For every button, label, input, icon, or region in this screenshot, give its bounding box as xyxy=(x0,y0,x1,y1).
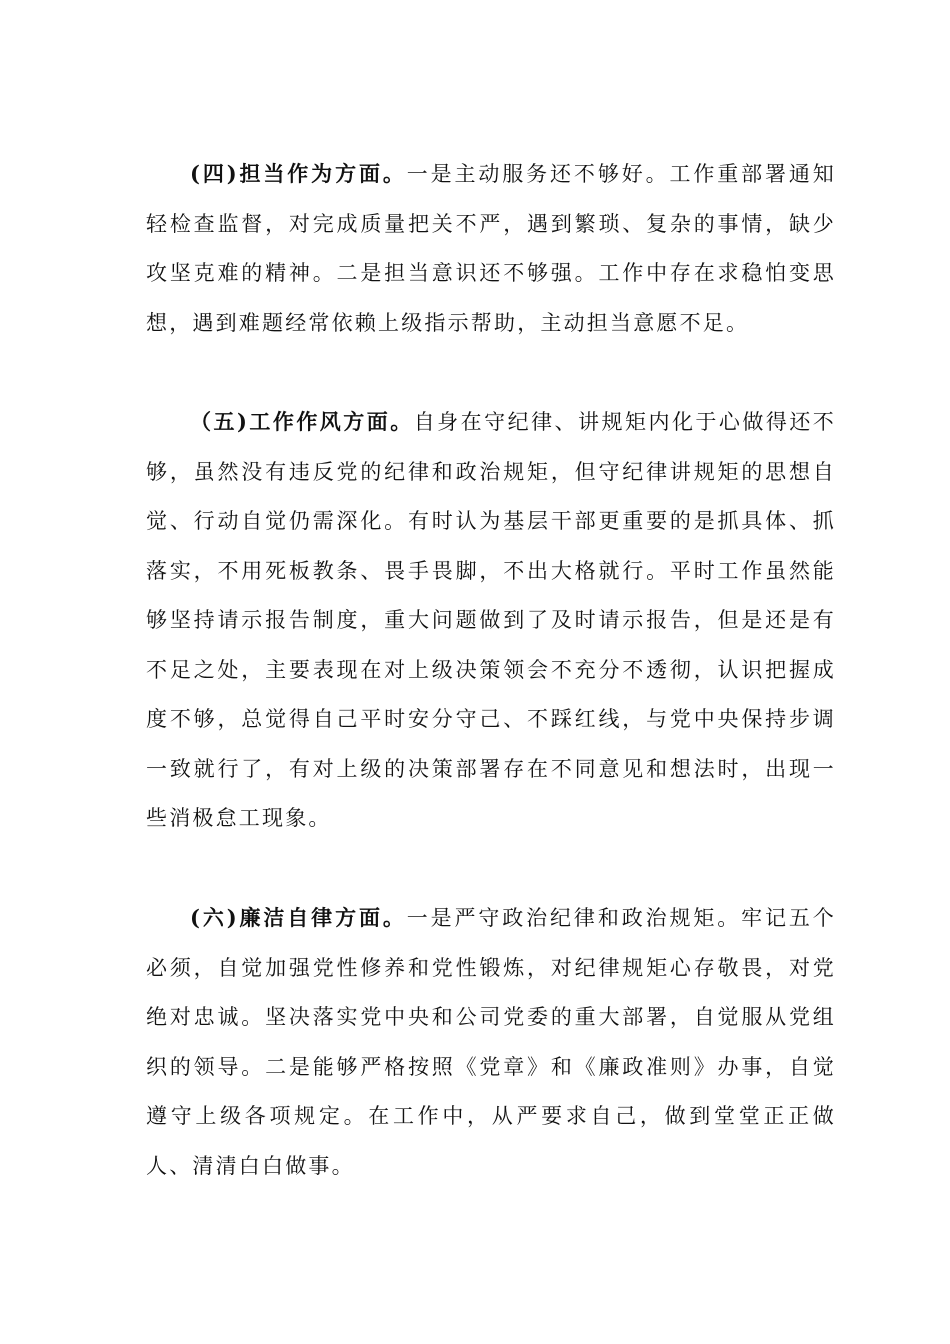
section-heading: （五)工作作风方面。 xyxy=(190,409,414,434)
section-heading: (四)担当作为方面。 xyxy=(190,161,407,186)
section-body: 一是主动服务还不够好。工作重部署通知轻检查监督，对完成质量把关不严，遇到繁琐、复杂的事情，缺少攻坚克难的精神。二是担当意识还不够强。工作中存在求稳怕变思想，遇到难题经常依赖上级指示帮助，主动担当意愿不足。 xyxy=(146,162,836,335)
section-lianjie-zilv xyxy=(146,893,836,1191)
section-heading: (六)廉洁自律方面。 xyxy=(190,905,407,930)
section-gongzuo-zuofeng xyxy=(146,397,836,844)
section-body: 自身在守纪律、讲规矩内化于心做得还不够，虽然没有违反党的纪律和政治规矩，但守纪律讲规矩的思想自觉、行动自觉仍需深化。有时认为基层干部更重要的是抓具体、抓落实，不用死板教条、畏手畏脚，不出大格就行。平时工作虽然能够坚持请示报告制度，重大问题做到了及时请示报告，但是还是有不足之处，主要表现在对上级决策领会不充分不透彻，认识把握成度不够，总觉得自己平时安分守己、不踩红线，与党中央保持步调一致就行了，有对上级的决策部署存在不同意见和想法时，出现一些消极怠工现象。 xyxy=(146,410,836,830)
section-body: 一是严守政治纪律和政治规矩。牢记五个必须，自觉加强党性修养和党性锻炼，对纪律规矩心存敬畏，对党绝对忠诚。坚决落实党中央和公司党委的重大部署，自觉服从党组织的领导。二是能够严格按照《党章》和《廉政准则》办事，自觉遵守上级各项规定。在工作中，从严要求自己，做到堂堂正正做人、清清白白做事。 xyxy=(146,906,836,1178)
section-dandang-zuowei xyxy=(146,149,836,348)
